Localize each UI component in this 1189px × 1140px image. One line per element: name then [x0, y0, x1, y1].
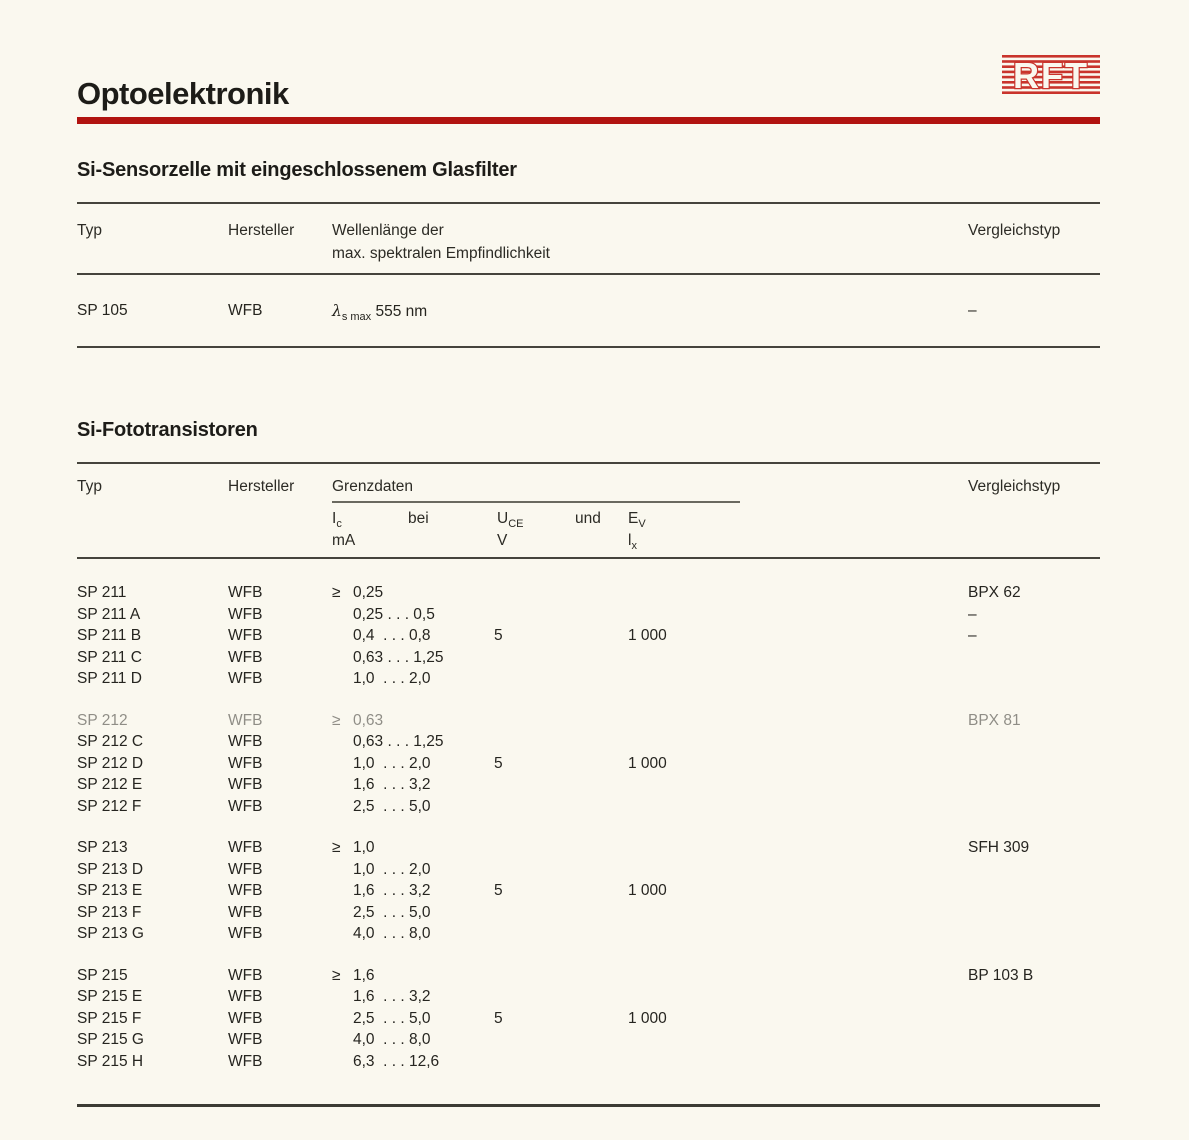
- cell-typ: SP 211 C: [77, 648, 142, 666]
- cell-vergleichstyp: [968, 753, 1100, 775]
- cell-ic: [332, 710, 494, 732]
- subheader-unit-ma: mA: [332, 532, 356, 549]
- cell-typ: SP 215: [77, 966, 128, 984]
- cell-hersteller: WFB: [228, 925, 263, 942]
- subheader-bei: bei: [408, 510, 429, 527]
- cell-typ: SP 213 D: [77, 860, 144, 878]
- cell-ev: [628, 1029, 968, 1051]
- cell-vergleichstyp: [968, 731, 1100, 753]
- cell-vergleichstyp: BPX 62: [968, 584, 1021, 601]
- col-header-hersteller: Hersteller: [228, 222, 295, 239]
- cell-ev: [628, 796, 968, 818]
- ic-value: 1,6 . . . 3,2: [353, 988, 431, 1005]
- cell-hersteller: WFB: [228, 584, 263, 601]
- cell-hersteller: WFB: [228, 711, 263, 729]
- row-group: [77, 965, 1100, 1073]
- cell-vergleichstyp: [968, 1008, 1100, 1030]
- row-group: [77, 710, 1100, 818]
- cell-hersteller: WFB: [228, 966, 263, 984]
- ic-value: 2,5 . . . 5,0: [353, 797, 431, 815]
- section1-heading: Si-Sensorzelle mit eingeschlossenem Glasfilter: [77, 159, 517, 181]
- cell-typ: SP 213 G: [77, 925, 144, 942]
- cell-typ: SP 215 E: [77, 988, 143, 1005]
- subheader-unit-lx: $l_x$: [628, 532, 637, 553]
- sensor-table: [77, 202, 1100, 348]
- ic-value: 0,63 . . . 1,25: [353, 648, 444, 666]
- table-row: [77, 604, 1100, 626]
- cell-typ: SP 215 F: [77, 1009, 142, 1027]
- cell-hersteller: WFB: [228, 797, 263, 815]
- cell-wellenlaenge: [332, 302, 968, 324]
- cell-ic: [332, 796, 494, 818]
- ic-value: 0,25: [353, 584, 384, 601]
- table-row: [77, 965, 1100, 987]
- cell-hersteller: WFB: [228, 733, 263, 750]
- subheader-ic: $I_c$: [332, 510, 342, 531]
- cell-typ: SP 213: [77, 839, 128, 856]
- col-header-hersteller: Hersteller: [228, 478, 295, 495]
- cell-uce: [494, 1051, 628, 1073]
- cell-vergleichstyp: –: [968, 627, 977, 644]
- cell-ev: 1 000: [628, 754, 667, 772]
- cell-uce: [494, 796, 628, 818]
- col-header-vergleichstyp: Vergleichstyp: [968, 478, 1061, 495]
- cell-ic: [332, 965, 494, 987]
- cell-ic: [332, 902, 494, 924]
- cell-vergleichstyp: BP 103 B: [968, 966, 1034, 984]
- cell-uce: [494, 774, 628, 796]
- ic-value: 0,25 . . . 0,5: [353, 605, 435, 623]
- cell-vergleichstyp: [968, 923, 1100, 945]
- cell-vergleichstyp: [968, 902, 1100, 924]
- cell-uce: 5: [494, 1009, 503, 1027]
- cell-ev: [628, 731, 968, 753]
- fototransistor-table: [77, 462, 1100, 1104]
- cell-uce: [494, 731, 628, 753]
- cell-typ: SP 212 E: [77, 776, 143, 793]
- cell-hersteller: WFB: [228, 627, 263, 644]
- page-bottom-rule: [77, 1104, 1100, 1107]
- cell-ev: [628, 965, 968, 987]
- cell-hersteller: WFB: [228, 988, 263, 1005]
- cell-ev: [628, 774, 968, 796]
- col-header-typ: Typ: [77, 222, 102, 239]
- table-row: [77, 1008, 1100, 1030]
- cell-vergleichstyp: [968, 668, 1100, 690]
- greater-equal-symbol: ≥: [332, 584, 341, 601]
- cell-ic: [332, 1051, 494, 1073]
- ic-value: 1,0 . . . 2,0: [353, 670, 431, 687]
- table-row: [77, 796, 1100, 818]
- cell-vergleichstyp: SFH 309: [968, 839, 1030, 856]
- cell-hersteller: WFB: [228, 839, 263, 856]
- cell-vergleichstyp: [968, 1051, 1100, 1073]
- table1-header: [77, 204, 1100, 273]
- wavelength-value: 555 nm: [371, 303, 428, 320]
- col-header-wellenlaenge-line2: max. spektralen Empfindlichkeit: [332, 245, 550, 262]
- cell-hersteller: WFB: [228, 302, 263, 319]
- greater-equal-symbol: ≥: [332, 711, 341, 729]
- cell-typ: SP 212: [77, 711, 128, 729]
- cell-ev: [628, 986, 968, 1008]
- cell-typ: SP 212 C: [77, 733, 144, 750]
- cell-hersteller: WFB: [228, 754, 263, 772]
- cell-uce: [494, 923, 628, 945]
- ic-value: 2,5 . . . 5,0: [353, 903, 431, 921]
- cell-ev: [628, 604, 968, 626]
- table-row: [77, 923, 1100, 945]
- cell-ic: [332, 1008, 494, 1030]
- cell-vergleichstyp: [968, 647, 1100, 669]
- cell-ic: [332, 731, 494, 753]
- cell-hersteller: WFB: [228, 1031, 263, 1048]
- cell-hersteller: WFB: [228, 903, 263, 921]
- cell-ic: [332, 668, 494, 690]
- col-header-wellenlaenge-line1: Wellenlänge der: [332, 222, 444, 239]
- cell-hersteller: WFB: [228, 648, 263, 666]
- cell-ic: [332, 774, 494, 796]
- ic-value: 1,6 . . . 3,2: [353, 882, 431, 899]
- subheader-uce: $U_{CE}$: [497, 510, 524, 531]
- cell-ev: 1 000: [628, 882, 667, 899]
- cell-hersteller: WFB: [228, 882, 263, 899]
- page-title: Optoelektronik: [77, 76, 289, 111]
- cell-uce: [494, 582, 628, 604]
- table2-header: [77, 464, 1100, 557]
- cell-ev: [628, 710, 968, 732]
- ic-value: 2,5 . . . 5,0: [353, 1009, 431, 1027]
- col-header-wellenlaenge: [332, 219, 968, 265]
- cell-uce: 5: [494, 627, 503, 644]
- cell-ic: [332, 582, 494, 604]
- cell-uce: 5: [494, 882, 503, 899]
- ic-value: 1,0 . . . 2,0: [353, 754, 431, 772]
- ic-value: 1,0 . . . 2,0: [353, 860, 431, 878]
- cell-typ: SP 211 D: [77, 670, 142, 687]
- cell-ic: [332, 753, 494, 775]
- col-header-vergleichstyp: Vergleichstyp: [968, 222, 1061, 239]
- table-row: [77, 753, 1100, 775]
- cell-hersteller: WFB: [228, 670, 263, 687]
- subheader-unit-v: V: [497, 532, 508, 549]
- cell-uce: [494, 710, 628, 732]
- grenzdaten-underline: [332, 501, 740, 503]
- cell-ev: [628, 1051, 968, 1073]
- cell-ic: [332, 986, 494, 1008]
- cell-vergleichstyp: BPX 81: [968, 711, 1021, 729]
- table-row: [77, 1051, 1100, 1073]
- cell-uce: [494, 965, 628, 987]
- cell-uce: [494, 604, 628, 626]
- cell-uce: [494, 647, 628, 669]
- cell-typ: SP 215 G: [77, 1031, 144, 1048]
- table1-bottom-rule: [77, 346, 1100, 348]
- rft-logo-text: RFT: [1013, 55, 1089, 96]
- table-row: [77, 837, 1100, 859]
- rft-logo-graphic: [1001, 52, 1101, 98]
- cell-vergleichstyp: [968, 796, 1100, 818]
- cell-hersteller: WFB: [228, 1052, 263, 1070]
- cell-hersteller: WFB: [228, 605, 263, 623]
- cell-vergleichstyp: –: [968, 605, 977, 623]
- cell-ic: [332, 604, 494, 626]
- col-header-grenzdaten: Grenzdaten: [332, 478, 413, 495]
- cell-typ: SP 212 F: [77, 797, 142, 815]
- table-row: [77, 582, 1100, 604]
- cell-uce: [494, 837, 628, 859]
- cell-ic: [332, 837, 494, 859]
- cell-typ: SP 212 D: [77, 754, 144, 772]
- col-header-typ: Typ: [77, 478, 102, 495]
- lambda-subscript: s max: [341, 311, 372, 324]
- row-group: [77, 837, 1100, 945]
- cell-vergleichstyp: [968, 986, 1100, 1008]
- cell-vergleichstyp: [968, 880, 1100, 902]
- cell-ev: [628, 837, 968, 859]
- cell-ev: [628, 582, 968, 604]
- greater-equal-symbol: ≥: [332, 839, 341, 856]
- cell-ev: [628, 923, 968, 945]
- cell-vergleichstyp: [968, 859, 1100, 881]
- ic-value: 0,4 . . . 0,8: [353, 627, 431, 644]
- table-row: [77, 986, 1100, 1008]
- cell-uce: [494, 986, 628, 1008]
- ic-value: 0,63: [353, 711, 384, 729]
- cell-typ: SP 105: [77, 302, 128, 319]
- cell-uce: [494, 902, 628, 924]
- table-row: [77, 859, 1100, 881]
- cell-uce: [494, 859, 628, 881]
- cell-vergleichstyp: [968, 1029, 1100, 1051]
- table-row: [77, 625, 1100, 647]
- cell-uce: [494, 1029, 628, 1051]
- ic-value: 4,0 . . . 8,0: [353, 1031, 431, 1048]
- table-row: [77, 880, 1100, 902]
- cell-ic: [332, 923, 494, 945]
- cell-ev: [628, 902, 968, 924]
- cell-hersteller: WFB: [228, 776, 263, 793]
- table-row: [77, 647, 1100, 669]
- table-row: [77, 668, 1100, 690]
- ic-value: 6,3 . . . 12,6: [353, 1052, 440, 1070]
- cell-hersteller: WFB: [228, 1009, 263, 1027]
- cell-typ: SP 211: [77, 584, 127, 601]
- cell-ic: [332, 1029, 494, 1051]
- title-rule: [77, 117, 1100, 124]
- cell-ic: [332, 625, 494, 647]
- cell-typ: SP 213 E: [77, 882, 143, 899]
- cell-hersteller: WFB: [228, 860, 263, 878]
- cell-uce: [494, 668, 628, 690]
- ic-value: 1,0: [353, 839, 375, 856]
- cell-vergleichstyp: [968, 774, 1100, 796]
- cell-ic: [332, 859, 494, 881]
- subheader-ev: $E_V$: [628, 510, 646, 531]
- cell-typ: SP 213 F: [77, 903, 142, 921]
- table-row: [77, 731, 1100, 753]
- table-row: [77, 1029, 1100, 1051]
- subheader-und: und: [575, 510, 601, 527]
- table-row: [77, 774, 1100, 796]
- cell-ev: 1 000: [628, 627, 667, 644]
- cell-typ: SP 211 A: [77, 605, 141, 623]
- t2-body: [77, 559, 1100, 1104]
- table-row: [77, 710, 1100, 732]
- ic-value: 4,0 . . . 8,0: [353, 925, 431, 942]
- ic-value: 0,63 . . . 1,25: [353, 733, 444, 750]
- section2-heading: Si-Fototransistoren: [77, 419, 258, 441]
- table-row: [77, 902, 1100, 924]
- cell-ev: 1 000: [628, 1009, 667, 1027]
- cell-typ: SP 211 B: [77, 627, 142, 644]
- greater-equal-symbol: ≥: [332, 966, 341, 984]
- lambda-symbol: λ: [332, 302, 342, 320]
- cell-typ: SP 215 H: [77, 1052, 144, 1070]
- ic-value: 1,6 . . . 3,2: [353, 776, 431, 793]
- cell-ev: [628, 668, 968, 690]
- cell-uce: 5: [494, 754, 503, 772]
- table-row: [77, 275, 1100, 346]
- row-group: [77, 582, 1100, 690]
- cell-ic: [332, 647, 494, 669]
- cell-vergleichstyp: –: [968, 302, 977, 319]
- cell-ev: [628, 647, 968, 669]
- rft-logo: [1001, 52, 1101, 98]
- cell-ic: [332, 880, 494, 902]
- ic-value: 1,6: [353, 966, 375, 984]
- cell-ev: [628, 859, 968, 881]
